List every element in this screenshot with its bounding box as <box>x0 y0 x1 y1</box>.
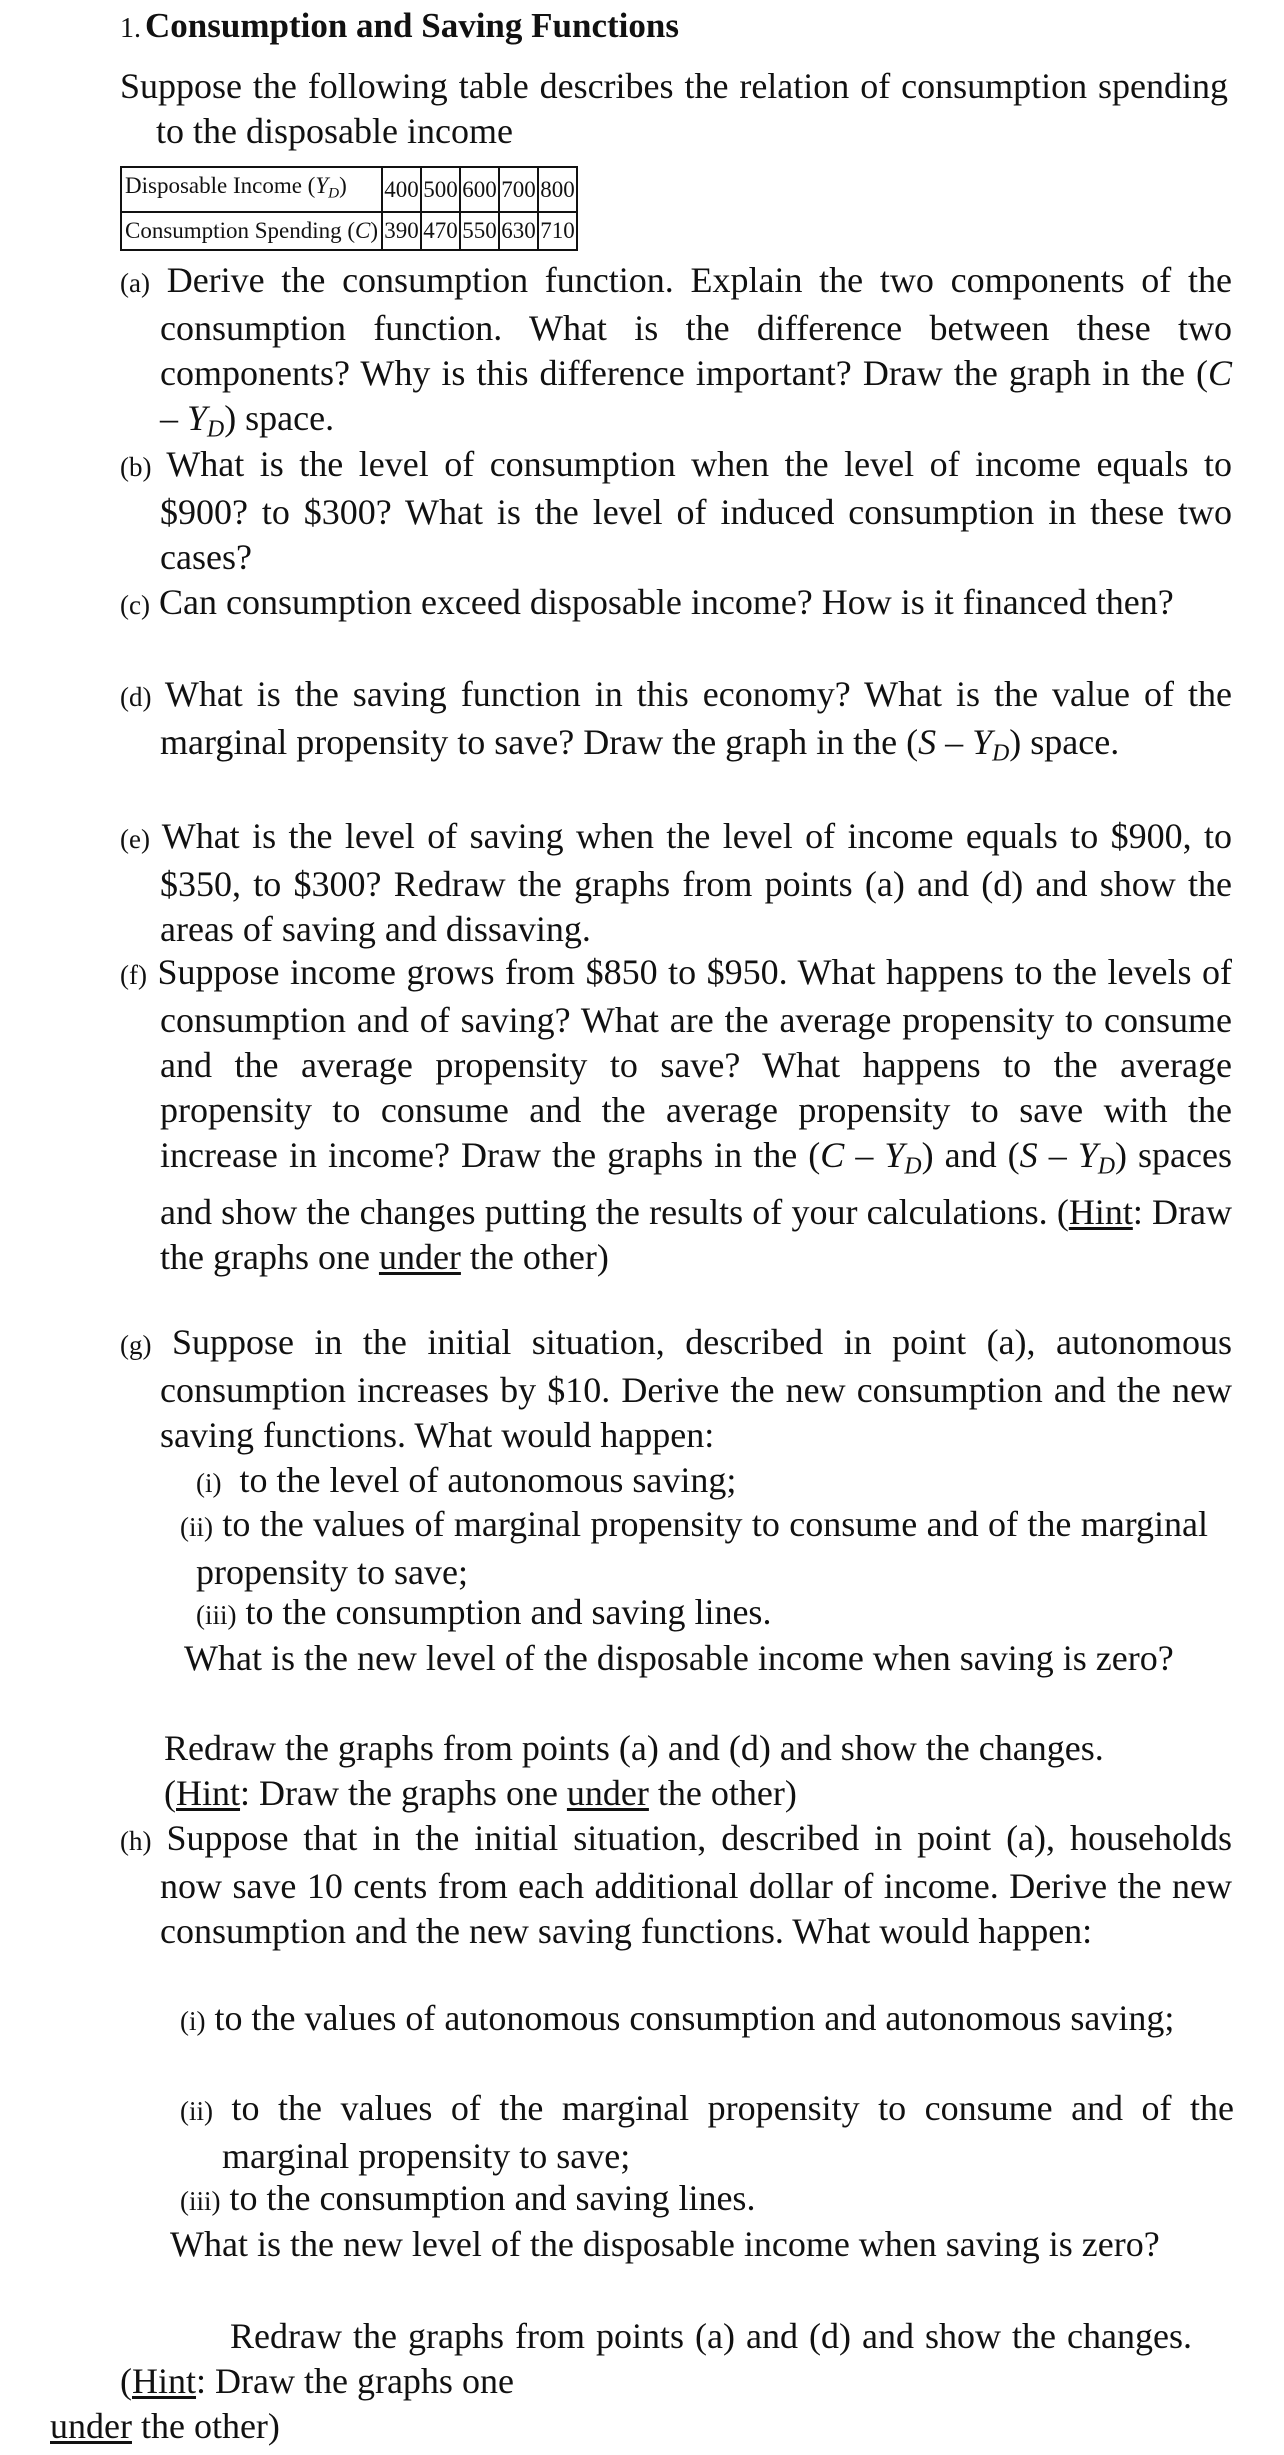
table-cell: 550 <box>460 212 499 250</box>
table-cell: 600 <box>460 167 499 212</box>
question-label: (e) <box>120 824 150 854</box>
question-text: Suppose in the initial situation, described in point (a), autonomous consumption increases by $10. Derive the new consumption and the new saving functions. What would happen: <box>160 1322 1232 1455</box>
question-g <box>120 1320 1232 1458</box>
table-cell: 500 <box>421 167 460 212</box>
question-label: (a) <box>120 268 150 298</box>
question-label: (c) <box>120 590 150 620</box>
table-cell: 710 <box>538 212 577 250</box>
table-cell: 630 <box>499 212 538 250</box>
question-text: What is the level of consumption when the level of income equals to $900? to $300? What is the level of induced consumption in these two cases? <box>160 444 1232 577</box>
question-h-item-ii: (ii) to the values of the marginal propensity to consume and of the marginal propensity to save; <box>180 2088 1235 2176</box>
table-cell: 800 <box>538 167 577 212</box>
table-cell: 700 <box>499 167 538 212</box>
question-c <box>120 580 1232 628</box>
question-h-redraw: Redraw the graphs from points (a) and (d) and show the changes. (Hint: Draw the graphs one under the other) <box>50 2316 1192 2446</box>
hint-word: Hint <box>1068 1191 1133 1232</box>
question-a: (a) Derive the consumption function. Explain the two components of the consumption function. What is the difference between these two components? Why is this difference important? Draw the graph in the $(C - Y_D)$ space. <box>120 260 1232 443</box>
question-label: (d) <box>120 682 152 712</box>
question-text: Can consumption exceed disposable income? How is it financed then? <box>158 582 1174 622</box>
under-word: under <box>378 1236 461 1277</box>
question-h <box>120 1816 1232 1954</box>
question-text: What is the level of saving when the level of income equals to $900, to $350, to $300? Redraw the graphs from points (a) and (d) and show the areas of saving and dissaving. <box>160 816 1232 949</box>
section-heading <box>120 6 679 46</box>
question-h-item-i: (i) to the values of autonomous consumption and autonomous saving; <box>180 1998 1175 2038</box>
question-g-item-i: (i) to the level of autonomous saving; <box>196 1460 737 1500</box>
row-label-disposable-income: Disposable Income $(Y_D)$ <box>121 167 382 212</box>
question-label: (b) <box>120 452 152 482</box>
table-row-disposable-income <box>121 167 577 212</box>
section-number: 1. <box>120 13 141 44</box>
question-g-zero-saving: What is the new level of the disposable income when saving is zero? <box>184 1638 1174 1678</box>
question-h-zero-saving: What is the new level of the disposable income when saving is zero? <box>170 2224 1160 2264</box>
question-g-item-ii: (ii) to the values of marginal propensity to consume and of the marginal propensity to save; <box>180 1504 1208 1592</box>
intro-paragraph: Suppose the following table describes the relation of consumption spending to the disposable income <box>120 66 1228 151</box>
question-label: (h) <box>120 1826 152 1856</box>
question-f: (f) Suppose income grows from $850 to $950. What happens to the levels of consumption and of saving? What are the average propensity to consume and the average propensity to save? What happens to the average propensity to consume and the average propensity to save with the increase in income? Draw the graphs in the $(C - Y_D)$ and $(S - Y_D)$ spaces and show the changes putting the results of your calculations. (Hint: Draw the graphs one under the other) <box>120 952 1232 1277</box>
question-b <box>120 442 1232 580</box>
question-d: (d) What is the saving function in this economy? What is the value of the marginal propensity to save? Draw the graph in the $(S - Y_D)$ space. <box>120 674 1232 767</box>
table-cell: 390 <box>382 212 421 250</box>
question-text: Suppose that in the initial situation, described in point (a), households now save 10 cents from each additional dollar of income. Derive the new consumption and the new saving functions. What would happen: <box>160 1818 1232 1951</box>
row-label-consumption-spending: Consumption Spending (C) <box>121 212 382 250</box>
section-title: Consumption and Saving Functions <box>145 6 679 45</box>
question-label: (f) <box>120 960 147 990</box>
table-row-consumption-spending <box>121 212 577 250</box>
income-table <box>120 166 578 251</box>
question-label: (g) <box>120 1330 152 1360</box>
question-g-redraw: Redraw the graphs from points (a) and (d) and show the changes. (Hint: Draw the graphs one under the other) <box>164 1728 1104 1813</box>
table-cell: 470 <box>421 212 460 250</box>
question-g-item-iii: (iii) to the consumption and saving lines. <box>196 1592 772 1632</box>
question-h-item-iii: (iii) to the consumption and saving lines. <box>180 2178 756 2218</box>
question-e <box>120 814 1232 952</box>
table-cell: 400 <box>382 167 421 212</box>
